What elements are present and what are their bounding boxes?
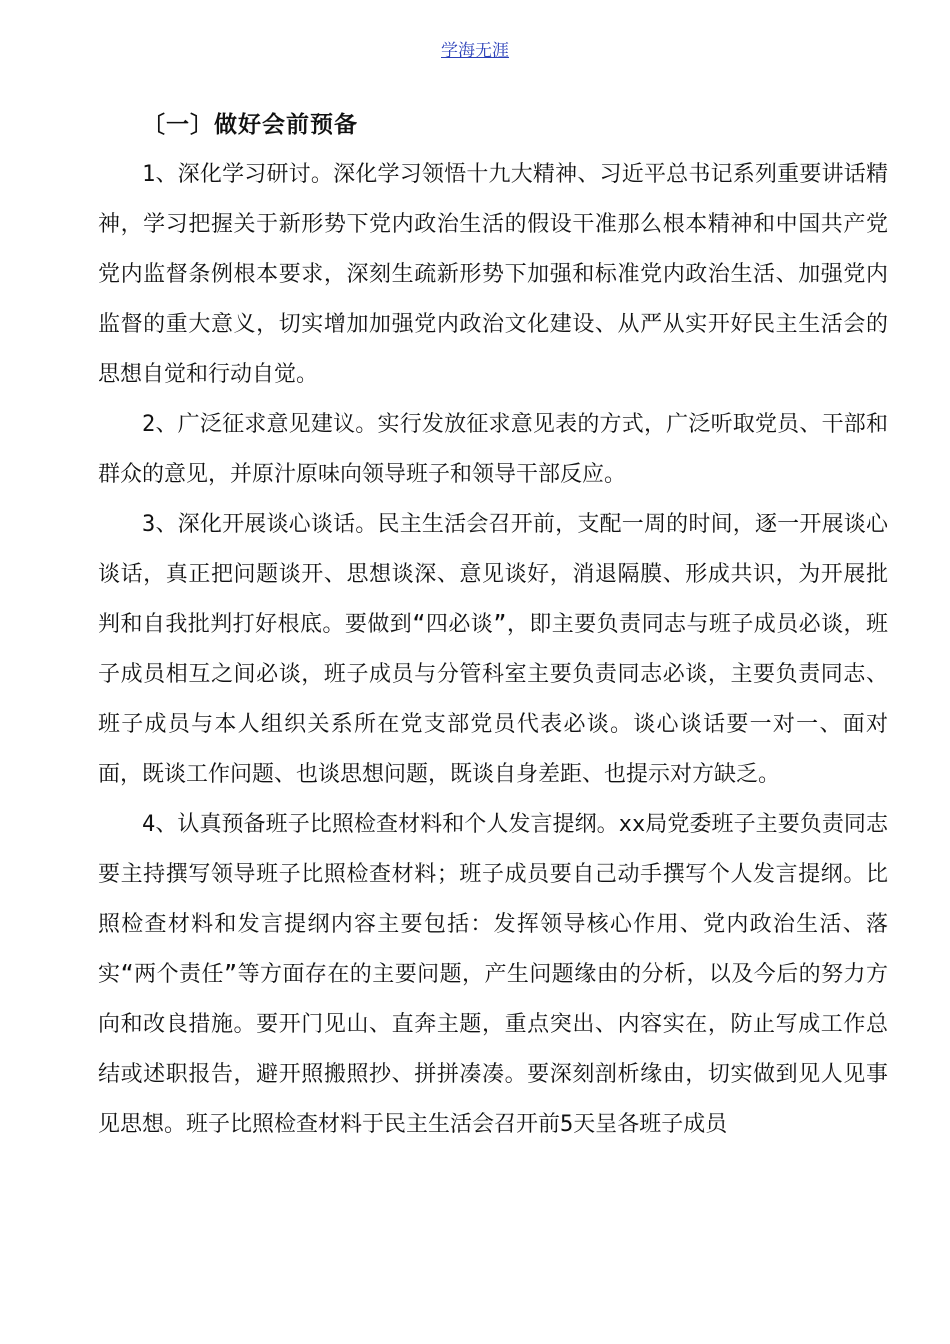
section-heading: 〔一〕做好会前预备 [142,112,358,138]
header-link[interactable]: 学海无涯 [441,41,509,61]
paragraph-2: 2、广泛征求意见建议。实行发放征求意见表的方式，广泛听取党员、干部和群众的意见，并原汁原味向领导班子和领导干部反应。 [98,412,888,487]
document-body [98,108,888,1150]
paragraph-3: 3、深化开展谈心谈话。民主生活会召开前，支配一周的时间，逐一开展谈心谈话，真正把问题谈开、思想谈深、意见谈好，消退隔膜、形成共识，为开展批判和自我批判打好根底。要做到“四必谈”，即主要负责同志与班子成员必谈，班子成员相互之间必谈，班子成员与分管科室主要负责同志必谈，主要负责同志、班子成员与本人组织关系所在党支部党员代表必谈。谈心谈话要一对一、面对面，既谈工作问题、也谈思想问题，既谈自身差距、也提示对方缺乏。 [98,512,888,787]
paragraph-1: 1、深化学习研讨。深化学习领悟十九大精神、习近平总书记系列重要讲话精神，学习把握关于新形势下党内政治生活的假设干准那么根本精神和中国共产党党内监督条例根本要求，深刻生疏新形势下加强和标准党内政治生活、加强党内监督的重大意义，切实增加加强党内政治文化建设、从严从实开好民主生活会的思想自觉和行动自觉。 [98,162,888,387]
paragraph-4: 4、认真预备班子比照检查材料和个人发言提纲。xx局党委班子主要负责同志要主持撰写领导班子比照检查材料；班子成员要自己动手撰写个人发言提纲。比照检查材料和发言提纲内容主要包括：发挥领导核心作用、党内政治生活、落实“两个责任”等方面存在的主要问题，产生问题缘由的分析，以及今后的努力方向和改良措施。要开门见山、直奔主题，重点突出、内容实在，防止写成工作总结或述职报告，避开照搬照抄、拼拼凑凑。要深刻剖析缘由，切实做到见人见事见思想。班子比照检查材料于民主生活会召开前5天呈各班子成员 [98,812,888,1137]
